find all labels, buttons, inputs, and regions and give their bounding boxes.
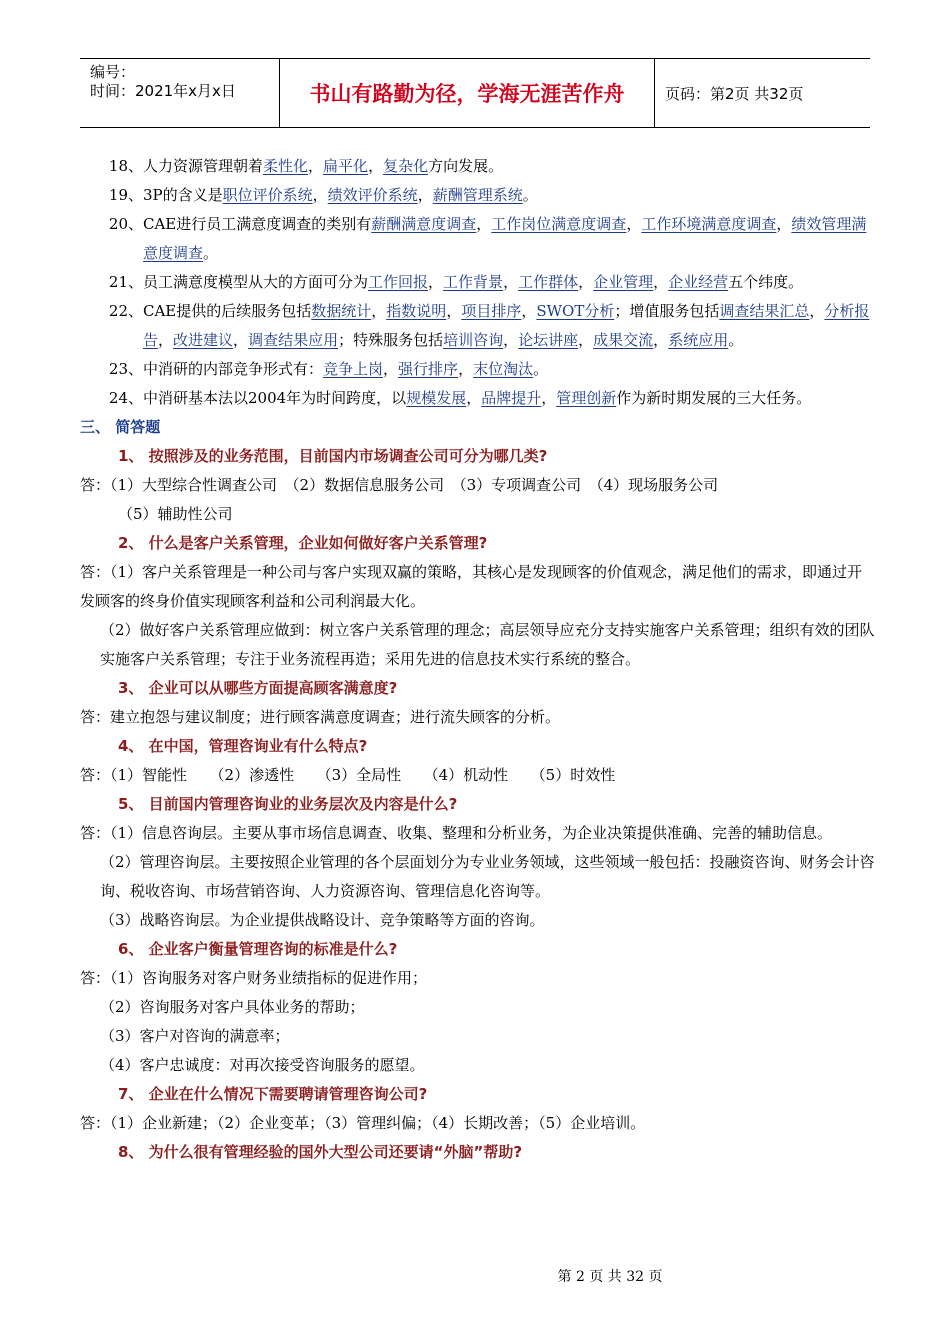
answer-item <box>80 384 875 413</box>
question-title: 8、 为什么很有管理经验的国外大型公司还要请“外脑”帮助? <box>118 1143 523 1161</box>
answer-paragraph: 答：（1）企业新建；（2）企业变革；（3）管理纠偏；（4）长期改善；（5）企业培训。 <box>80 1114 646 1132</box>
answer-paragraph: （5）辅助性公司 <box>118 505 233 523</box>
answer-blank: 扁平化 <box>323 157 369 175</box>
item-number: 24、 <box>108 389 143 407</box>
item-text-segment: ， <box>653 273 669 291</box>
item-text-segment: ， <box>503 273 519 291</box>
answer-blank: 竞争上岗 <box>323 360 384 378</box>
answer-paragraph: （3）战略咨询层。为企业提供战略设计、竞争策略等方面的咨询。 <box>100 911 545 929</box>
item-text-segment: ， <box>466 389 482 407</box>
answer-paragraph: （4）客户忠诚度：对再次接受咨询服务的愿望。 <box>100 1056 425 1074</box>
question-title: 5、 目前国内管理咨询业的业务层次及内容是什么? <box>118 795 458 813</box>
item-text-segment: ， <box>503 331 519 349</box>
item-text-segment: ；特殊服务包括 <box>338 331 444 349</box>
item-text <box>143 181 875 210</box>
item-text <box>143 152 875 181</box>
header-meta <box>80 59 280 127</box>
answer-blank: 企业经营 <box>668 273 729 291</box>
answer-blank: 工作背景 <box>443 273 504 291</box>
item-text-segment: ， <box>446 302 462 320</box>
item-text-segment: ， <box>476 215 492 233</box>
answer-paragraph: （2）做好客户关系管理应做到：树立客户关系管理的理念；高层领导应充分支持实施客户关系管理；组织有效的团队实施客户关系管理；专注于业务流程再造；采用先进的信息技术实行系统的整合。 <box>100 621 875 668</box>
answer-paragraph: （2）管理咨询层。主要按照企业管理的各个层面划分为专业业务领域，这些领域一般包括：投融资咨询、财务会计咨询、税收咨询、市场营销咨询、人力资源咨询、管理信息化咨询等。 <box>100 853 875 900</box>
answer-paragraph: 答：（1）信息咨询层。主要从事市场信息调查、收集、整理和分析业务，为企业决策提供准确、完善的辅助信息。 <box>80 824 833 842</box>
item-text-segment: ， <box>368 157 384 175</box>
item-text-segment: ， <box>383 360 399 378</box>
item-text-segment: 3P的含义是 <box>143 186 223 204</box>
item-number: 23、 <box>108 360 143 378</box>
answer-blank: 指数说明 <box>386 302 447 320</box>
item-text-segment: 作为新时期发展的三大任务。 <box>616 389 812 407</box>
answer-paragraph: 答：（1）大型综合性调查公司 （2）数据信息服务公司 （3）专项调查公司 （4）现场服务公司 <box>80 476 719 494</box>
question-title: 7、 企业在什么情况下需要聘请管理咨询公司? <box>118 1085 428 1103</box>
page-header <box>80 58 870 128</box>
answer-blank: 改进建议 <box>173 331 234 349</box>
item-text-segment: ， <box>308 157 324 175</box>
answer-blank: 品牌提升 <box>481 389 542 407</box>
answer-blank: 工作环境满意度调查 <box>641 215 777 233</box>
item-text-segment: ， <box>158 331 174 349</box>
answer-blank: 柔性化 <box>263 157 309 175</box>
item-text <box>143 268 875 297</box>
answer-item <box>80 355 875 384</box>
answer-paragraph: （3）客户对咨询的满意率； <box>100 1027 290 1045</box>
item-text-segment: ， <box>776 215 792 233</box>
answer-blank: 工作回报 <box>368 273 429 291</box>
answer-paragraph: 答：（1）智能性 （2）渗透性 （3）全局性 （4）机动性 （5）时效性 <box>80 766 616 784</box>
fill-in-answers <box>80 152 875 413</box>
answer-blank: 薪酬满意度调查 <box>371 215 477 233</box>
answer-blank: 绩效管理满意度调查 <box>143 215 867 262</box>
question-title: 1、 按照涉及的业务范围，目前国内市场调查公司可分为哪几类? <box>118 447 548 465</box>
section-title: 三、 简答题 <box>80 418 161 436</box>
item-text-segment: ， <box>428 273 444 291</box>
item-text-segment: ；增值服务包括 <box>614 302 720 320</box>
answer-blank: 论坛讲座 <box>518 331 579 349</box>
answer-blank: 系统应用 <box>668 331 729 349</box>
item-text-segment: CAE进行员工满意度调查的类别有 <box>143 215 372 233</box>
answer-blank: 企业管理 <box>593 273 654 291</box>
item-text-segment: 员工满意度模型从大的方面可分为 <box>143 273 369 291</box>
item-text-segment: ， <box>458 360 474 378</box>
item-text-segment: ， <box>417 186 433 204</box>
answer-item <box>80 152 875 181</box>
item-text-segment: 。 <box>728 331 744 349</box>
item-number: 18、 <box>108 157 143 175</box>
answer-blank: 复杂化 <box>383 157 429 175</box>
answer-blank: SWOT分析 <box>536 302 615 320</box>
question-title: 4、 在中国，管理咨询业有什么特点? <box>118 737 368 755</box>
item-number: 22、 <box>108 302 143 320</box>
answer-blank: 调查结果应用 <box>248 331 339 349</box>
question-title: 3、 企业可以从哪些方面提高顾客满意度? <box>118 679 398 697</box>
answer-blank: 调查结果汇总 <box>719 302 810 320</box>
answer-item <box>80 297 875 355</box>
item-text-segment: CAE提供的后续服务包括 <box>143 302 312 320</box>
answer-item <box>80 210 875 268</box>
answer-item <box>80 268 875 297</box>
item-text-segment: ， <box>233 331 249 349</box>
number-label: 编号： <box>90 63 136 81</box>
answer-blank: 工作岗位满意度调查 <box>491 215 627 233</box>
answer-blank: 绩效评价系统 <box>327 186 418 204</box>
item-text-segment: ， <box>809 302 825 320</box>
item-text <box>143 210 875 268</box>
page-footer: 第 2 页 共 32 页 <box>557 1269 663 1285</box>
answer-blank: 项目排序 <box>461 302 522 320</box>
answer-paragraph: 答：建立抱怨与建议制度；进行顾客满意度调查；进行流失顾客的分析。 <box>80 708 561 726</box>
date-label: 时间：2021年x月x日 <box>90 82 236 100</box>
item-text-segment: 五个纬度。 <box>728 273 804 291</box>
answer-blank: 规模发展 <box>406 389 467 407</box>
item-number: 21、 <box>108 273 143 291</box>
answer-blank: 强行排序 <box>398 360 459 378</box>
answer-blank: 末位淘汰 <box>473 360 534 378</box>
item-text-segment: ， <box>578 273 594 291</box>
header-motto: 书山有路勤为径，学海无涯苦作舟 <box>280 59 655 127</box>
item-text-segment: 方向发展。 <box>428 157 504 175</box>
item-text-segment: ， <box>653 331 669 349</box>
short-answer-list <box>80 442 875 1167</box>
answer-blank: 数据统计 <box>311 302 372 320</box>
answer-paragraph: 答：（1）客户关系管理是一种公司与客户实现双赢的策略，其核心是发现顾客的价值观念，满足他们的需求，即通过开发顾客的终身价值实现顾客利益和公司利润最大化。 <box>80 563 863 610</box>
item-text <box>143 297 875 355</box>
question-title: 6、 企业客户衡量管理咨询的标准是什么? <box>118 940 398 958</box>
question-title: 2、 什么是客户关系管理，企业如何做好客户关系管理? <box>118 534 488 552</box>
answer-paragraph: （2）咨询服务对客户具体业务的帮助； <box>100 998 365 1016</box>
item-text-segment: ， <box>521 302 537 320</box>
item-text-segment: ， <box>578 331 594 349</box>
item-text-segment: ， <box>371 302 387 320</box>
answer-blank: 成果交流 <box>593 331 654 349</box>
item-text-segment: 人力资源管理朝着 <box>143 157 264 175</box>
item-text-segment: 中消研基本法以2004年为时间跨度，以 <box>143 389 407 407</box>
answer-blank: 管理创新 <box>556 389 617 407</box>
answer-blank: 工作群体 <box>518 273 579 291</box>
item-text-segment: 中消研的内部竞争形式有： <box>143 360 324 378</box>
item-text <box>143 355 875 384</box>
header-page-label: 页码：第2页 共32页 <box>665 84 804 103</box>
answer-paragraph: 答：（1）咨询服务对客户财务业绩指标的促进作用； <box>80 969 428 987</box>
item-text-segment: 。 <box>522 186 538 204</box>
document-body <box>80 152 875 1167</box>
item-text <box>143 384 875 413</box>
answer-blank: 职位评价系统 <box>222 186 313 204</box>
item-text-segment: ， <box>626 215 642 233</box>
item-text-segment: ， <box>312 186 328 204</box>
item-text-segment: ， <box>541 389 557 407</box>
item-number: 20、 <box>108 215 143 233</box>
answer-item <box>80 181 875 210</box>
answer-blank: 分析报告 <box>143 302 870 349</box>
item-text-segment: 。 <box>203 244 219 262</box>
item-number: 19、 <box>108 186 143 204</box>
answer-blank: 培训咨询 <box>443 331 504 349</box>
item-text-segment: 。 <box>533 360 549 378</box>
answer-blank: 薪酬管理系统 <box>432 186 523 204</box>
